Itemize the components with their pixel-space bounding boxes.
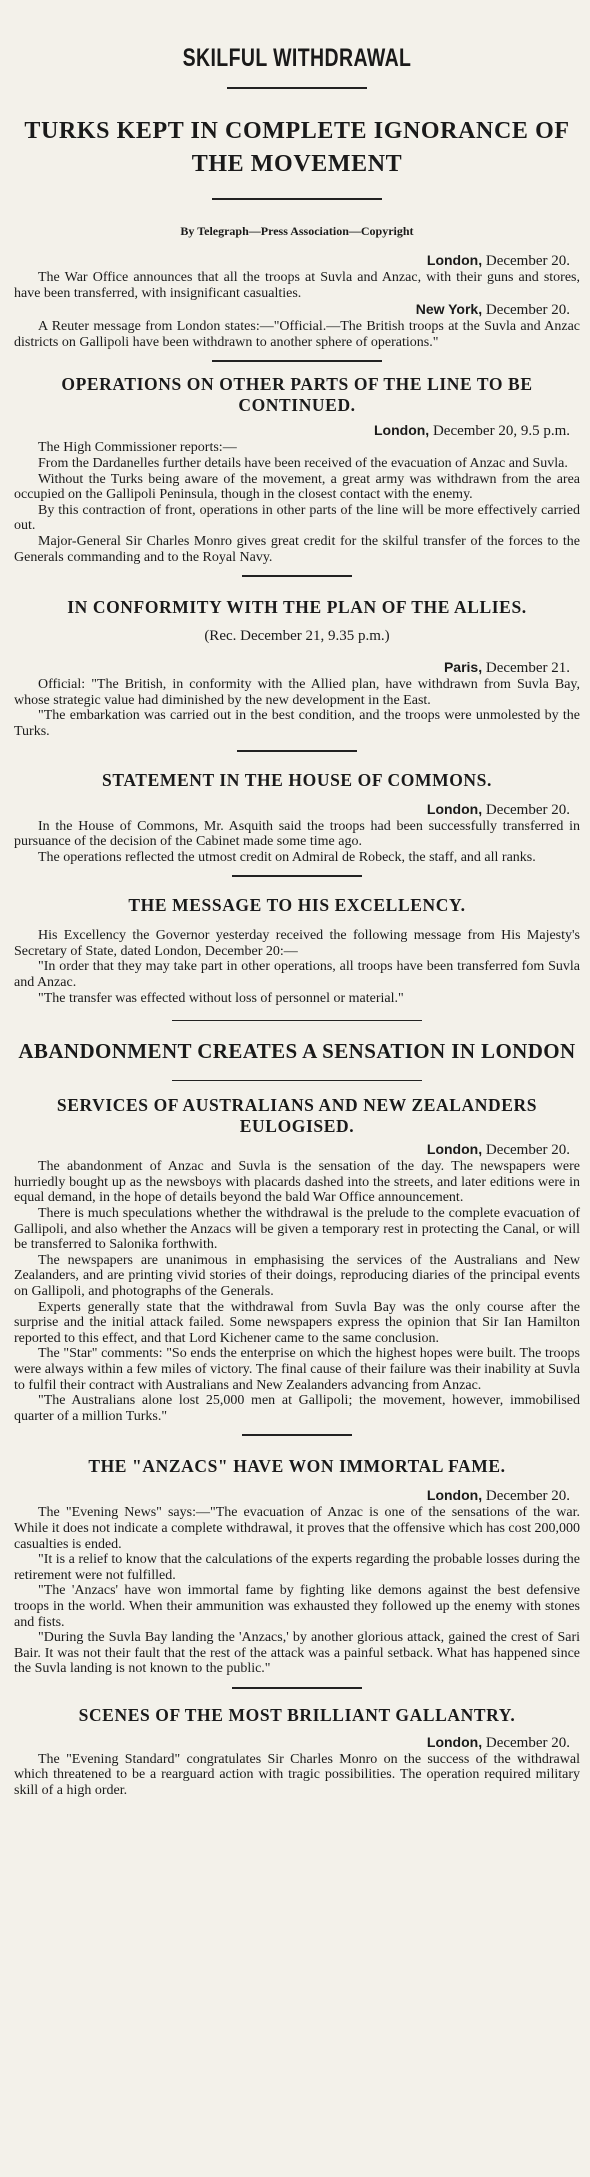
dateline bbox=[14, 252, 580, 270]
paragraph: A Reuter message from London states:—"Official.—The British troops at the Suvla and Anzac districts on Gallipoli have been withdrawn to another sphere of operations." bbox=[14, 319, 580, 350]
dateline bbox=[14, 659, 580, 677]
dateline-date: December 20. bbox=[485, 1142, 570, 1159]
paragraph: The abandonment of Anzac and Suvla is the sensation of the day. The newspapers were hurriedly bought up as the newsboys with placards dashed into the streets, and later editions were in equal demand, in the hope of details beyond the bald War Office announcement. bbox=[14, 1159, 580, 1206]
anzacs-section bbox=[14, 1456, 580, 1677]
dateline-place: New York, bbox=[415, 301, 483, 318]
section-rule bbox=[237, 750, 357, 752]
dateline-date: December 20. bbox=[485, 253, 570, 269]
dateline-place: London, bbox=[374, 422, 430, 439]
dateline-date: December 20. bbox=[485, 1734, 570, 1751]
paragraph: The operations reflected the utmost credit on Admiral de Robeck, the staff, and all ranks. bbox=[38, 849, 536, 865]
paragraph: "The transfer was effected without loss of personnel or material." bbox=[38, 990, 404, 1006]
dateline bbox=[14, 1734, 580, 1752]
services-section bbox=[14, 1095, 580, 1424]
section-heading: THE "ANZACS" HAVE WON IMMORTAL FAME. bbox=[88, 1456, 506, 1477]
headline: TURKS KEPT IN COMPLETE IGNORANCE OF THE MOVEMENT bbox=[24, 118, 570, 177]
dateline-date: December 20. bbox=[485, 302, 570, 319]
paragraph: "It is a relief to know that the calculations of the experts regarding the probable losses during the retirement were not fulfilled. bbox=[14, 1552, 580, 1583]
received-time: (Rec. December 21, 9.35 p.m.) bbox=[204, 628, 390, 645]
section-heading: SERVICES OF AUSTRALIANS AND NEW ZEALANDERS EULOGISED. bbox=[56, 1095, 538, 1137]
dateline-date: December 20. bbox=[485, 801, 570, 818]
dateline bbox=[14, 301, 580, 319]
dateline-date: December 21. bbox=[485, 660, 570, 677]
dateline-place: London, bbox=[426, 1487, 483, 1504]
paragraph: There is much speculations whether the withdrawal is the prelude to the complete evacuation of Gallipoli, and also whether the Anzacs will be given a temporary rest in protecting the Canal, or will be transferred to Salonika forthwith. bbox=[14, 1206, 580, 1253]
paragraph: Experts generally state that the withdrawal from Suvla Bay was the only course after the surprise and the initial attack failed. Some newspapers express the opinion that Sir Ian Hamilton reported to this effect, and that Lord Kichener came to the same conclusion. bbox=[14, 1299, 580, 1346]
operations-section bbox=[14, 374, 580, 565]
paragraph: The newspapers are unanimous in emphasising the services of the Australians and New Zealanders, and are printing vivid stories of their doings, reproducing diaries of the principal events on Gallipoli, and photographs of the Generals. bbox=[14, 1252, 580, 1299]
paragraph: Major-General Sir Charles Monro gives great credit for the skilful transfer of the forces to the Generals commanding and to the Royal Navy. bbox=[14, 533, 580, 565]
section-rule bbox=[232, 875, 362, 877]
paragraph: From the Dardanelles further details have been received of the evacuation of Anzac and Suvla. bbox=[38, 455, 568, 471]
paragraph: Official: "The British, in conformity with the Allied plan, have withdrawn from Suvla Bay, whose strategic value had diminished by the new development in the East. bbox=[14, 677, 580, 708]
paragraph: The "Evening Standard" congratulates Sir Charles Monro on the success of the withdrawal which threatened to be a rearguard action with tragic possibilities. The operation required military skill of a high order. bbox=[14, 1751, 580, 1799]
section-rule bbox=[172, 1020, 422, 1021]
section-rule bbox=[242, 575, 352, 577]
major-heading: ABANDONMENT CREATES A SENSATION IN LONDON bbox=[18, 1039, 576, 1064]
wire-credit: By Telegraph—Press Association—Copyright bbox=[180, 224, 414, 238]
gallantry-section bbox=[14, 1705, 580, 1799]
paragraph: "The 'Anzacs' have won immortal fame by fighting like demons against the best defensive troops in the world. When their ammunition was exhausted they followed up the enemy with stones and fists. bbox=[14, 1583, 580, 1630]
dateline-date: December 20, 9.5 p.m. bbox=[432, 423, 570, 440]
dateline-place: London, bbox=[426, 800, 483, 817]
paragraph: Without the Turks being aware of the movement, a great army was withdrawn from the area occupied on the Gallipoli Peninsula, though in the closest contact with the enemy. bbox=[14, 471, 580, 503]
section-rule bbox=[232, 1687, 362, 1689]
dateline bbox=[14, 422, 580, 440]
section-rule bbox=[242, 1434, 352, 1436]
dateline-place: Paris, bbox=[443, 659, 483, 676]
section-rule bbox=[172, 1080, 422, 1081]
headline-rule bbox=[212, 198, 382, 200]
dateline-place: London, bbox=[426, 252, 483, 268]
paragraph: "During the Suvla Bay landing the 'Anzacs,' by another glorious attack, gained the crest of Sari Bair. It was not their fault that the rest of the attack was a painful setback. What has happened since the Suvla landing is not known to the public." bbox=[14, 1630, 580, 1677]
paragraph: "The Australians alone lost 25,000 men at Gallipoli; the movement, however, immobilised quarter of a million Turks." bbox=[14, 1393, 580, 1424]
section-heading: THE MESSAGE TO HIS EXCELLENCY. bbox=[128, 895, 466, 916]
section-heading: STATEMENT IN THE HOUSE OF COMMONS. bbox=[102, 769, 492, 790]
dateline-date: December 20. bbox=[485, 1488, 570, 1505]
section-rule bbox=[212, 360, 382, 362]
paragraph: "The embarkation was carried out in the best condition, and the troops were unmolested by the Turks. bbox=[14, 708, 580, 739]
dateline bbox=[14, 1487, 580, 1505]
paragraph: In the House of Commons, Mr. Asquith said the troops had been successfully transferred in pursuance of the decision of the Cabinet made some time ago. bbox=[14, 818, 580, 850]
dateline bbox=[14, 1141, 580, 1159]
title-rule bbox=[227, 87, 367, 89]
main-title: SKILFUL WITHDRAWAL bbox=[182, 44, 412, 72]
section-heading: SCENES OF THE MOST BRILLIANT GALLANTRY. bbox=[78, 1704, 516, 1725]
commons-section bbox=[14, 770, 580, 866]
paragraph: By this contraction of front, operations in other parts of the line will be more effectively carried out. bbox=[14, 502, 580, 534]
paragraph: The "Evening News" says:—"The evacuation of Anzac is one of the sensations of the war. While it does not indicate a complete withdrawal, it proves that the offensive which has cost 200,000 casualties is ended. bbox=[14, 1505, 580, 1552]
paragraph: The High Commissioner reports:— bbox=[38, 440, 237, 456]
conformity-section bbox=[14, 597, 580, 739]
paragraph: The War Office announces that all the troops at Suvla and Anzac, with their guns and stores, have been transferred, with insignificant casualties. bbox=[14, 270, 580, 301]
dateline bbox=[14, 801, 580, 819]
dateline-place: London, bbox=[426, 1141, 483, 1158]
paragraph: "In order that they may take part in other operations, all troops have been transferred fom Suvla and Anzac. bbox=[14, 959, 580, 991]
dateline-place: London, bbox=[426, 1733, 483, 1750]
intro-section bbox=[14, 252, 580, 350]
newspaper-page bbox=[0, 44, 590, 2177]
section-heading: IN CONFORMITY WITH THE PLAN OF THE ALLIES. bbox=[67, 597, 527, 618]
paragraph: The "Star" comments: "So ends the enterprise on which the highest hopes were built. The troops were always within a few miles of victory. The final cause of their failure was their inability at Suvla to fulfil their contract with Australians and New Zealanders advancing from Anzac. bbox=[14, 1346, 580, 1393]
paragraph: His Excellency the Governor yesterday received the following message from His Majesty's Secretary of State, dated London, December 20:— bbox=[14, 928, 580, 959]
section-heading: OPERATIONS ON OTHER PARTS OF THE LINE TO BE CONTINUED. bbox=[61, 374, 533, 416]
excellency-section bbox=[14, 895, 580, 1006]
